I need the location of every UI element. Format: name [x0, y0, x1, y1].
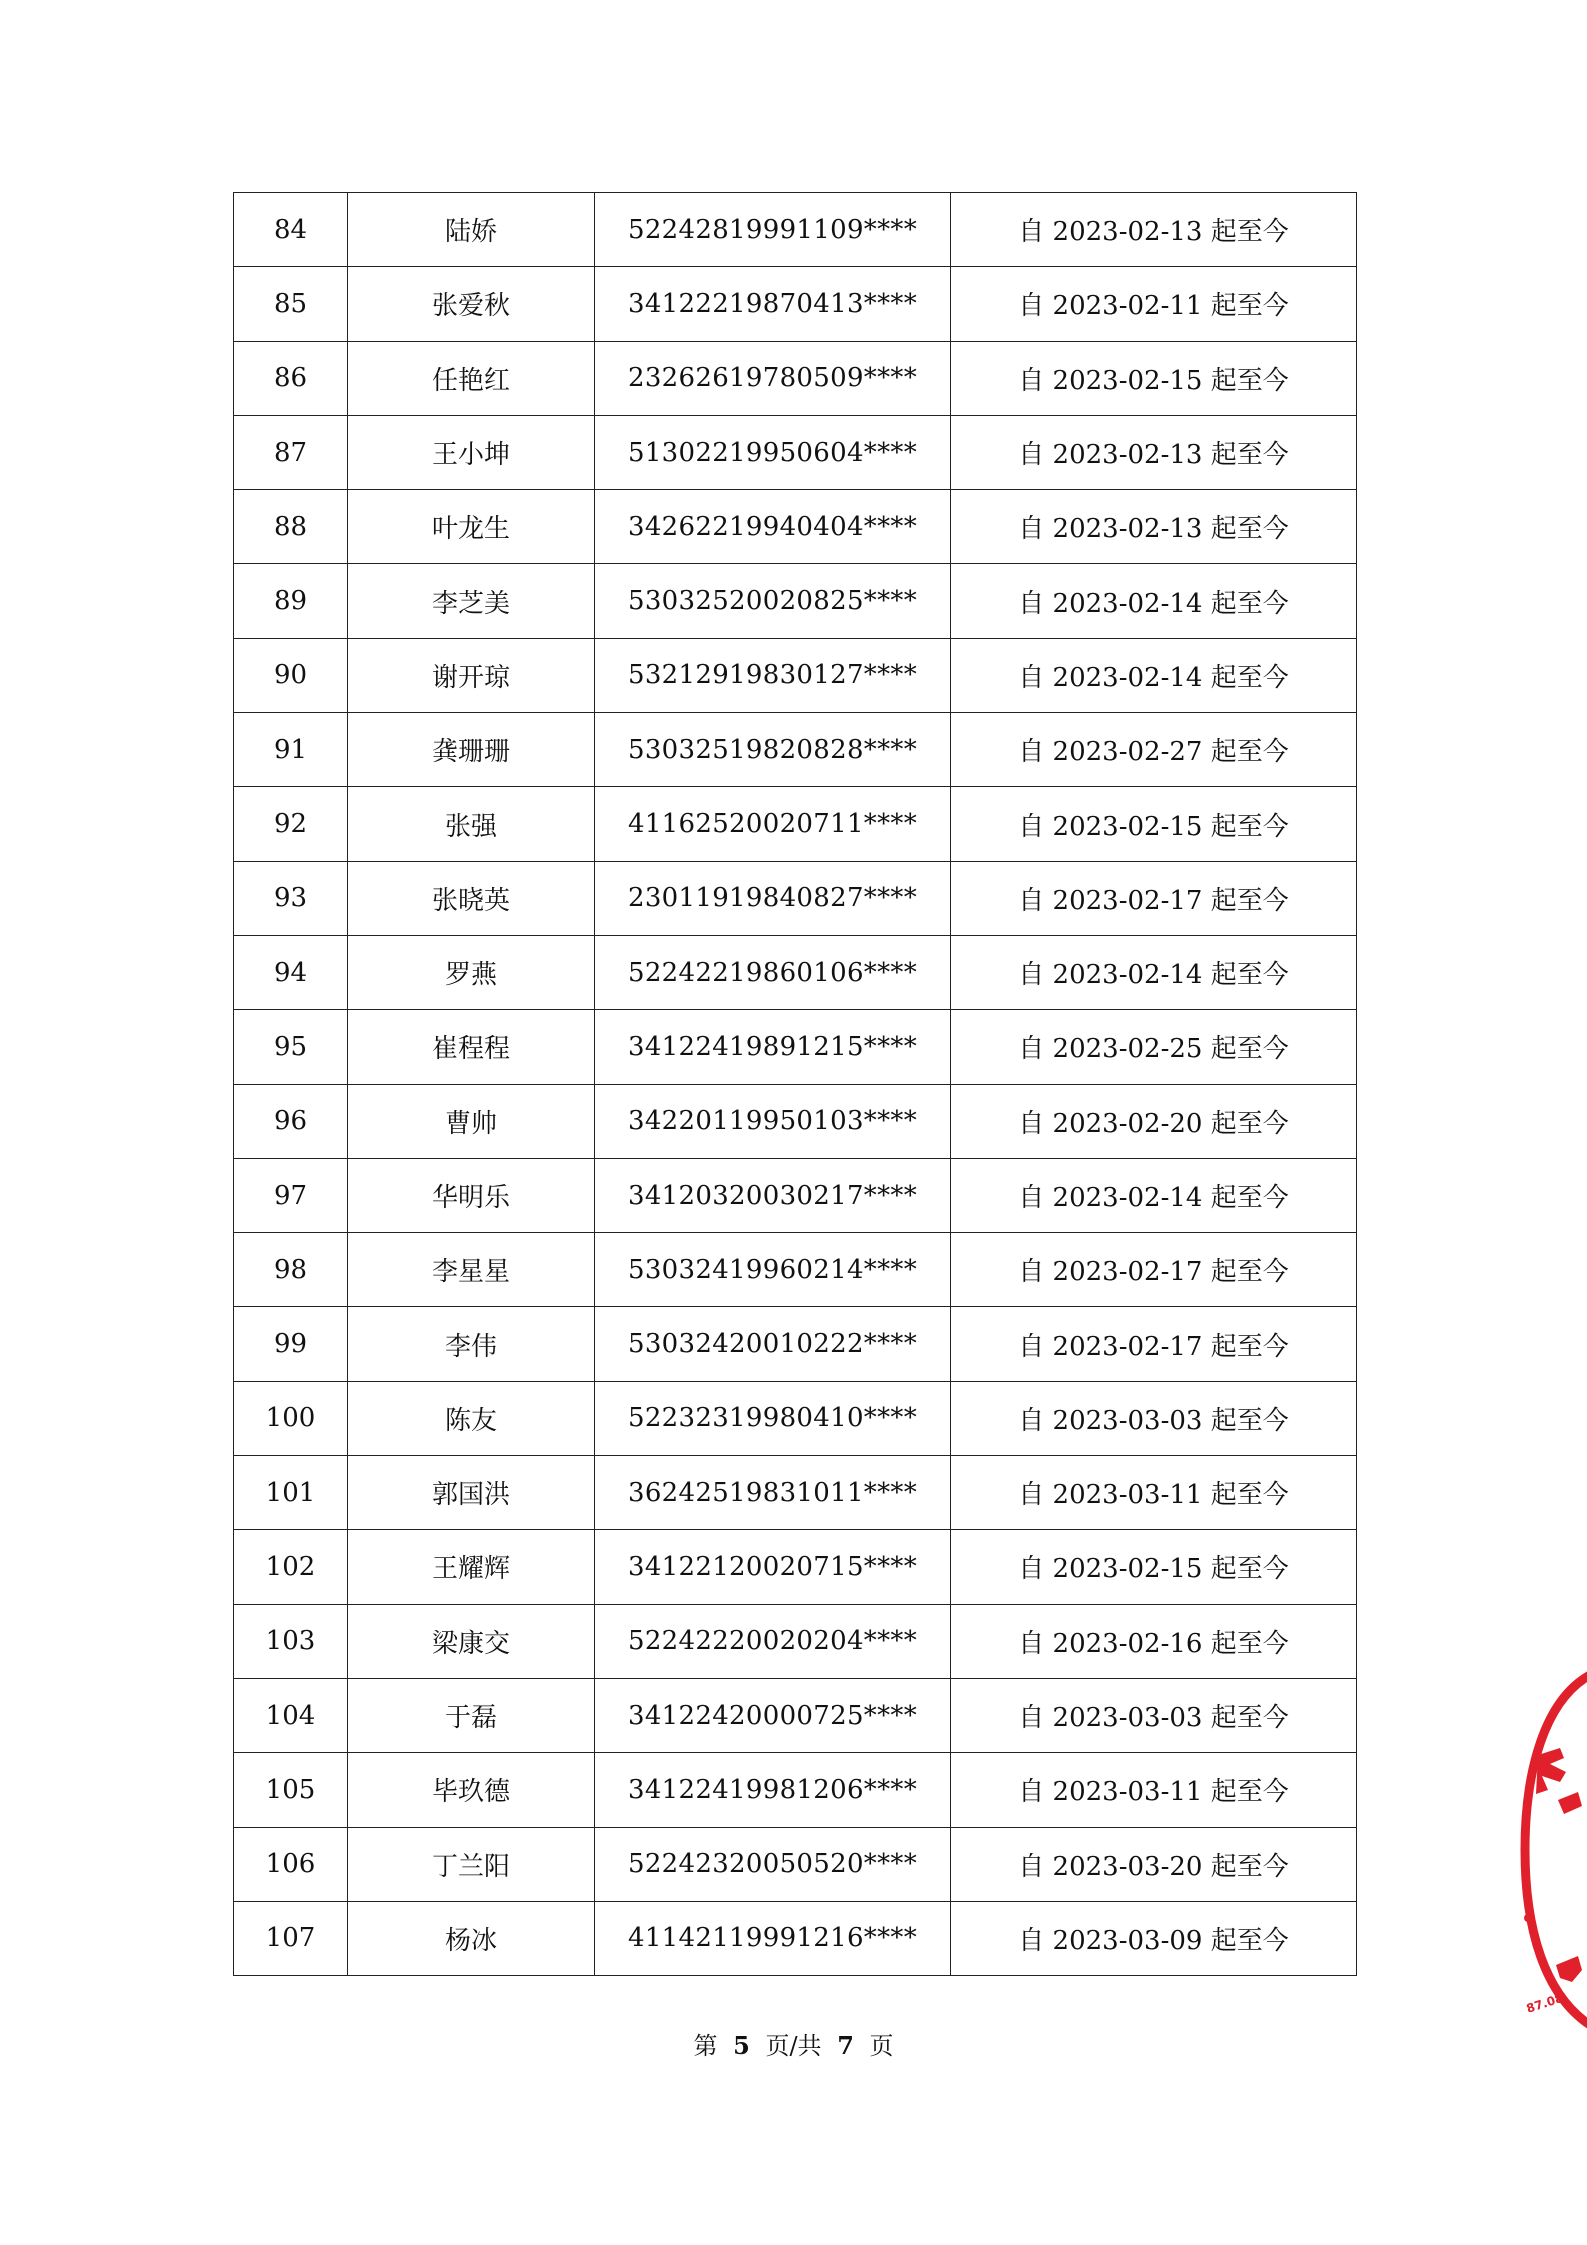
employment-period-cell: 自 2023-02-14 起至今	[951, 638, 1357, 712]
employment-period-cell: 自 2023-02-17 起至今	[951, 1233, 1357, 1307]
row-number-cell: 84	[234, 193, 348, 267]
footer-total-pages: 7	[837, 2031, 854, 2060]
row-number-cell: 103	[234, 1604, 348, 1678]
row-number-cell: 88	[234, 490, 348, 564]
id-number-cell: 53032420010222****	[595, 1307, 951, 1381]
row-number-cell: 92	[234, 787, 348, 861]
row-number-cell: 87	[234, 415, 348, 489]
name-cell: 华明乐	[348, 1158, 595, 1232]
table-row	[234, 1827, 1357, 1901]
name-cell: 于磊	[348, 1678, 595, 1752]
employment-period-cell: 自 2023-02-25 起至今	[951, 1010, 1357, 1084]
name-cell: 李星星	[348, 1233, 595, 1307]
name-cell: 罗燕	[348, 935, 595, 1009]
name-cell: 叶龙生	[348, 490, 595, 564]
id-number-cell: 52242819991109****	[595, 193, 951, 267]
id-number-cell: 34122419891215****	[595, 1010, 951, 1084]
table-row	[234, 1753, 1357, 1827]
id-number-cell: 53032520020825****	[595, 564, 951, 638]
roster-table-body	[234, 193, 1357, 1976]
employment-period-cell: 自 2023-02-13 起至今	[951, 490, 1357, 564]
table-row	[234, 267, 1357, 341]
row-number-cell: 105	[234, 1753, 348, 1827]
id-number-cell: 34120320030217****	[595, 1158, 951, 1232]
name-cell: 李芝美	[348, 564, 595, 638]
id-number-cell: 23011919840827****	[595, 861, 951, 935]
id-number-cell: 52242320050520****	[595, 1827, 951, 1901]
employment-period-cell: 自 2023-02-17 起至今	[951, 1307, 1357, 1381]
employment-period-cell: 自 2023-02-17 起至今	[951, 861, 1357, 935]
id-number-cell: 34122420000725****	[595, 1678, 951, 1752]
id-number-cell: 53032419960214****	[595, 1233, 951, 1307]
name-cell: 毕玖德	[348, 1753, 595, 1827]
table-row	[234, 638, 1357, 712]
employment-period-cell: 自 2023-02-13 起至今	[951, 193, 1357, 267]
official-seal	[1520, 1660, 1587, 2040]
name-cell: 张晓英	[348, 861, 595, 935]
name-cell: 张强	[348, 787, 595, 861]
page-footer	[0, 2026, 1587, 2061]
table-row	[234, 1307, 1357, 1381]
table-row	[234, 1901, 1357, 1975]
name-cell: 谢开琼	[348, 638, 595, 712]
seal-text: 87.08	[1524, 1990, 1566, 2016]
employment-period-cell: 自 2023-02-15 起至今	[951, 787, 1357, 861]
id-number-cell: 41162520020711****	[595, 787, 951, 861]
row-number-cell: 99	[234, 1307, 348, 1381]
table-row	[234, 1678, 1357, 1752]
name-cell: 陈友	[348, 1381, 595, 1455]
id-number-cell: 53032519820828****	[595, 713, 951, 787]
id-number-cell: 34262219940404****	[595, 490, 951, 564]
table-row	[234, 1233, 1357, 1307]
table-row	[234, 1010, 1357, 1084]
table-row	[234, 341, 1357, 415]
row-number-cell: 106	[234, 1827, 348, 1901]
row-number-cell: 101	[234, 1456, 348, 1530]
id-number-cell: 51302219950604****	[595, 415, 951, 489]
seal-fragment-icon	[1520, 1660, 1587, 2040]
table-row	[234, 1456, 1357, 1530]
id-number-cell: 52242220020204****	[595, 1604, 951, 1678]
id-number-cell: 41142119991216****	[595, 1901, 951, 1975]
row-number-cell: 107	[234, 1901, 348, 1975]
table-row	[234, 1158, 1357, 1232]
employment-period-cell: 自 2023-02-14 起至今	[951, 1158, 1357, 1232]
id-number-cell: 53212919830127****	[595, 638, 951, 712]
table-row	[234, 193, 1357, 267]
row-number-cell: 100	[234, 1381, 348, 1455]
employment-period-cell: 自 2023-02-11 起至今	[951, 267, 1357, 341]
roster-table	[233, 192, 1357, 1976]
employment-period-cell: 自 2023-03-09 起至今	[951, 1901, 1357, 1975]
table-row	[234, 490, 1357, 564]
id-number-cell: 34122219870413****	[595, 267, 951, 341]
employment-period-cell: 自 2023-03-03 起至今	[951, 1381, 1357, 1455]
name-cell: 任艳红	[348, 341, 595, 415]
employment-period-cell: 自 2023-02-13 起至今	[951, 415, 1357, 489]
row-number-cell: 95	[234, 1010, 348, 1084]
employment-period-cell: 自 2023-02-14 起至今	[951, 564, 1357, 638]
id-number-cell: 34122419981206****	[595, 1753, 951, 1827]
table-row	[234, 935, 1357, 1009]
name-cell: 王耀辉	[348, 1530, 595, 1604]
employment-period-cell: 自 2023-02-16 起至今	[951, 1604, 1357, 1678]
row-number-cell: 97	[234, 1158, 348, 1232]
footer-suffix: 页	[869, 2032, 894, 2060]
employment-period-cell: 自 2023-03-11 起至今	[951, 1456, 1357, 1530]
name-cell: 张爱秋	[348, 267, 595, 341]
name-cell: 丁兰阳	[348, 1827, 595, 1901]
employment-period-cell: 自 2023-02-20 起至今	[951, 1084, 1357, 1158]
row-number-cell: 85	[234, 267, 348, 341]
employment-period-cell: 自 2023-02-27 起至今	[951, 713, 1357, 787]
table-row	[234, 861, 1357, 935]
name-cell: 杨冰	[348, 1901, 595, 1975]
row-number-cell: 94	[234, 935, 348, 1009]
footer-middle: 页/共	[765, 2032, 822, 2060]
table-row	[234, 1084, 1357, 1158]
table-row	[234, 415, 1357, 489]
row-number-cell: 90	[234, 638, 348, 712]
row-number-cell: 102	[234, 1530, 348, 1604]
id-number-cell: 52232319980410****	[595, 1381, 951, 1455]
employment-period-cell: 自 2023-03-11 起至今	[951, 1753, 1357, 1827]
row-number-cell: 104	[234, 1678, 348, 1752]
employment-period-cell: 自 2023-02-15 起至今	[951, 1530, 1357, 1604]
name-cell: 陆娇	[348, 193, 595, 267]
table-row	[234, 1381, 1357, 1455]
table-row	[234, 713, 1357, 787]
row-number-cell: 91	[234, 713, 348, 787]
name-cell: 郭国洪	[348, 1456, 595, 1530]
id-number-cell: 34220119950103****	[595, 1084, 951, 1158]
table-row	[234, 1530, 1357, 1604]
row-number-cell: 93	[234, 861, 348, 935]
footer-prefix: 第	[693, 2032, 718, 2060]
footer-current-page: 5	[733, 2031, 750, 2060]
id-number-cell: 36242519831011****	[595, 1456, 951, 1530]
row-number-cell: 86	[234, 341, 348, 415]
table-row	[234, 564, 1357, 638]
row-number-cell: 96	[234, 1084, 348, 1158]
name-cell: 崔程程	[348, 1010, 595, 1084]
row-number-cell: 89	[234, 564, 348, 638]
name-cell: 曹帅	[348, 1084, 595, 1158]
name-cell: 李伟	[348, 1307, 595, 1381]
employment-period-cell: 自 2023-02-14 起至今	[951, 935, 1357, 1009]
name-cell: 龚珊珊	[348, 713, 595, 787]
name-cell: 梁康交	[348, 1604, 595, 1678]
table-row	[234, 1604, 1357, 1678]
id-number-cell: 52242219860106****	[595, 935, 951, 1009]
name-cell: 王小坤	[348, 415, 595, 489]
table-row	[234, 787, 1357, 861]
employment-period-cell: 自 2023-03-03 起至今	[951, 1678, 1357, 1752]
row-number-cell: 98	[234, 1233, 348, 1307]
id-number-cell: 34122120020715****	[595, 1530, 951, 1604]
employment-period-cell: 自 2023-03-20 起至今	[951, 1827, 1357, 1901]
employment-period-cell: 自 2023-02-15 起至今	[951, 341, 1357, 415]
id-number-cell: 23262619780509****	[595, 341, 951, 415]
